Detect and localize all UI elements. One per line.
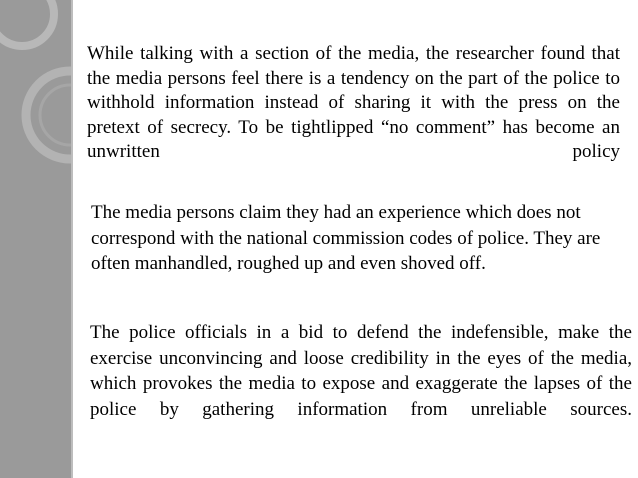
upper-ring-icon bbox=[0, 0, 54, 46]
band-edge-divider bbox=[71, 0, 73, 478]
left-decorative-band bbox=[0, 0, 71, 478]
decorative-rings-icon bbox=[0, 0, 71, 478]
paragraph-police-credibility: The police officials in a bid to defend the indefensible, make the exercise unconvincing and loose credibility in the eyes of the media, which provokes the media to expose and exaggerate the lapses of the police by gathering information from unreliable sources. bbox=[90, 322, 632, 420]
paragraph-media-secrecy: While talking with a section of the media, the researcher found that the media persons feel there is a tendency on the part of the police to withhold information instead of sharing it with the press on the pretext of secrecy. To be tightlipped “no comment” has become an unwritten policy bbox=[87, 43, 620, 162]
middle-inner-ring-icon bbox=[40, 85, 71, 145]
paragraph-media-experience: The media persons claim they had an experience which does not correspond with the national commission codes of police. They are often manhandled, roughed up and even shoved off. bbox=[91, 202, 601, 274]
